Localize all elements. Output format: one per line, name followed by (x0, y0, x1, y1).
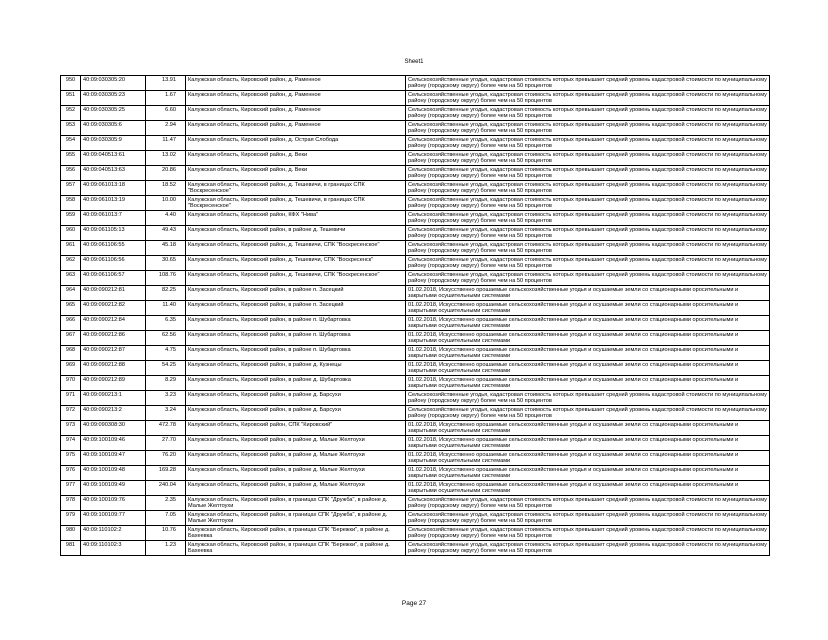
cadastral-number: 40:09:030305:9 (81, 136, 146, 150)
row-number: 981 (61, 541, 81, 555)
area-value: 62.56 (146, 331, 186, 345)
cadastral-number: 40:09:100109:48 (81, 466, 146, 480)
address: Калужская область, Кировский район, в границах СПК "Дружба", в районе д. Малые Желтоухи (186, 496, 406, 510)
address: Калужская область, Кировский район, СПК "Кировский" (186, 421, 406, 435)
table-row (61, 196, 770, 211)
row-number: 975 (61, 451, 81, 465)
address: Калужская область, Кировский район, в границах СПК "Бережки", в районе д. Бахеевка (186, 526, 406, 540)
area-value: 4.40 (146, 211, 186, 225)
table-row (61, 331, 770, 346)
address: Калужская область, Кировский район, КФХ "Нива" (186, 211, 406, 225)
cadastral-number: 40:09:061105:13 (81, 226, 146, 240)
cadastral-number: 40:09:061106:55 (81, 241, 146, 255)
area-value: 169.28 (146, 466, 186, 480)
cadastral-number: 40:09:110102:2 (81, 526, 146, 540)
cadastral-number: 40:09:090308:30 (81, 421, 146, 435)
area-value: 82.25 (146, 286, 186, 300)
land-category: 01.02.2018, Искусственно орошаемые сельскохозяйственные угодья и осушаемые земли со стационарными оросительными и закрытыми осушительными системами (406, 361, 770, 375)
cadastral-number: 40:09:040513:61 (81, 151, 146, 165)
row-number: 980 (61, 526, 81, 540)
address: Калужская область, Кировский район, в районе д. Малые Желтоухи (186, 481, 406, 495)
table-row (61, 511, 770, 526)
address: Калужская область, Кировский район, д. Раменное (186, 91, 406, 105)
table-row (61, 346, 770, 361)
table-row (61, 271, 770, 286)
row-number: 962 (61, 256, 81, 270)
address: Калужская область, Кировский район, д. Тешевичи, СПК "Воскресенское" (186, 241, 406, 255)
land-category: Сельскохозяйственные угодья, кадастровая стоимость которых превышает средний уровень кадастровой стоимости по муниципальному району (городскому округу) более чем на 50 процентов (406, 271, 770, 285)
table-row (61, 406, 770, 421)
row-number: 959 (61, 211, 81, 225)
cadastral-number: 40:09:100109:46 (81, 436, 146, 450)
address: Калужская область, Кировский район, д. Раменное (186, 106, 406, 120)
table-row (61, 496, 770, 511)
address: Калужская область, Кировский район, в районе п. Шубартовка (186, 346, 406, 360)
area-value: 8.29 (146, 376, 186, 390)
data-table (60, 75, 770, 556)
row-number: 972 (61, 406, 81, 420)
land-category: 01.02.2018, Искусственно орошаемые сельскохозяйственные угодья и осушаемые земли со стационарными оросительными и закрытыми осушительными системами (406, 301, 770, 315)
area-value: 2.94 (146, 121, 186, 135)
land-category: 01.02.2018, Искусственно орошаемые сельскохозяйственные угодья и осушаемые земли со стационарными оросительными и закрытыми осушительными системами (406, 481, 770, 495)
cadastral-number: 40:09:061106:56 (81, 256, 146, 270)
land-category: 01.02.2018, Искусственно орошаемые сельскохозяйственные угодья и осушаемые земли со стационарными оросительными и закрытыми осушительными системами (406, 436, 770, 450)
land-category: Сельскохозяйственные угодья, кадастровая стоимость которых превышает средний уровень кадастровой стоимости по муниципальному району (городскому округу) более чем на 50 процентов (406, 526, 770, 540)
address: Калужская область, Кировский район, в районе п. Шубартовка (186, 316, 406, 330)
area-value: 4.75 (146, 346, 186, 360)
address: Калужская область, Кировский район, д. Веки (186, 151, 406, 165)
cadastral-number: 40:09:090212:89 (81, 376, 146, 390)
area-value: 27.70 (146, 436, 186, 450)
cadastral-number: 40:09:100109:76 (81, 496, 146, 510)
land-category: Сельскохозяйственные угодья, кадастровая стоимость которых превышает средний уровень кадастровой стоимости по муниципальному району (городскому округу) более чем на 50 процентов (406, 196, 770, 210)
cadastral-number: 40:09:090212:88 (81, 361, 146, 375)
row-number: 973 (61, 421, 81, 435)
land-category: Сельскохозяйственные угодья, кадастровая стоимость которых превышает средний уровень кадастровой стоимости по муниципальному району (городскому округу) более чем на 50 процентов (406, 496, 770, 510)
row-number: 974 (61, 436, 81, 450)
table-row (61, 136, 770, 151)
table-row (61, 166, 770, 181)
cadastral-number: 40:09:090212:87 (81, 346, 146, 360)
land-category: Сельскохозяйственные угодья, кадастровая стоимость которых превышает средний уровень кадастровой стоимости по муниципальному району (городскому округу) более чем на 50 процентов (406, 136, 770, 150)
land-category: 01.02.2018, Искусственно орошаемые сельскохозяйственные угодья и осушаемые земли со стационарными оросительными и закрытыми осушительными системами (406, 346, 770, 360)
table-row (61, 226, 770, 241)
row-number: 960 (61, 226, 81, 240)
table-row (61, 361, 770, 376)
land-category: Сельскохозяйственные угодья, кадастровая стоимость которых превышает средний уровень кадастровой стоимости по муниципальному району (городскому округу) более чем на 50 процентов (406, 121, 770, 135)
land-category: Сельскохозяйственные угодья, кадастровая стоимость которых превышает средний уровень кадастровой стоимости по муниципальному району (городскому округу) более чем на 50 процентов (406, 256, 770, 270)
address: Калужская область, Кировский район, в районе д. Кузнецы (186, 361, 406, 375)
cadastral-number: 40:09:030305:25 (81, 106, 146, 120)
land-category: Сельскохозяйственные угодья, кадастровая стоимость которых превышает средний уровень кадастровой стоимости по муниципальному району (городскому округу) более чем на 50 процентов (406, 391, 770, 405)
land-category: Сельскохозяйственные угодья, кадастровая стоимость которых превышает средний уровень кадастровой стоимости по муниципальному району (городскому округу) более чем на 50 процентов (406, 241, 770, 255)
cadastral-number: 40:09:100109:47 (81, 451, 146, 465)
table-row (61, 181, 770, 196)
land-category: 01.02.2018, Искусственно орошаемые сельскохозяйственные угодья и осушаемые земли со стационарными оросительными и закрытыми осушительными системами (406, 451, 770, 465)
address: Калужская область, Кировский район, д. Тешевичи, СПК "Воскресенское" (186, 271, 406, 285)
cadastral-number: 40:09:061013:19 (81, 196, 146, 210)
table-row (61, 436, 770, 451)
table-row (61, 376, 770, 391)
land-category: Сельскохозяйственные угодья, кадастровая стоимость которых превышает средний уровень кадастровой стоимости по муниципальному району (городскому округу) более чем на 50 процентов (406, 226, 770, 240)
table-row (61, 256, 770, 271)
area-value: 2.35 (146, 496, 186, 510)
row-number: 956 (61, 166, 81, 180)
area-value: 11.40 (146, 301, 186, 315)
cadastral-number: 40:09:090212:84 (81, 316, 146, 330)
cadastral-number: 40:09:100109:77 (81, 511, 146, 525)
row-number: 958 (61, 196, 81, 210)
row-number: 969 (61, 361, 81, 375)
address: Калужская область, Кировский район, д. Тешевичи, в границах СПК "Воскресенское" (186, 196, 406, 210)
area-value: 13.91 (146, 76, 186, 90)
table-row (61, 541, 770, 556)
cadastral-number: 40:09:061013:7 (81, 211, 146, 225)
land-category: Сельскохозяйственные угодья, кадастровая стоимость которых превышает средний уровень кадастровой стоимости по муниципальному району (городскому округу) более чем на 50 процентов (406, 541, 770, 555)
land-category: Сельскохозяйственные угодья, кадастровая стоимость которых превышает средний уровень кадастровой стоимости по муниципальному району (городскому округу) более чем на 50 процентов (406, 151, 770, 165)
table-row (61, 286, 770, 301)
land-category: 01.02.2018, Искусственно орошаемые сельскохозяйственные угодья и осушаемые земли со стационарными оросительными и закрытыми осушительными системами (406, 286, 770, 300)
area-value: 108.76 (146, 271, 186, 285)
land-category: Сельскохозяйственные угодья, кадастровая стоимость которых превышает средний уровень кадастровой стоимости по муниципальному району (городскому округу) более чем на 50 процентов (406, 181, 770, 195)
cadastral-number: 40:09:090213:1 (81, 391, 146, 405)
cadastral-number: 40:09:030305:6 (81, 121, 146, 135)
cadastral-number: 40:09:090213:2 (81, 406, 146, 420)
area-value: 10.76 (146, 526, 186, 540)
land-category: 01.02.2018, Искусственно орошаемые сельскохозяйственные угодья и осушаемые земли со стационарными оросительными и закрытыми осушительными системами (406, 316, 770, 330)
land-category: 01.02.2018, Искусственно орошаемые сельскохозяйственные угодья и осушаемые земли со стационарными оросительными и закрытыми осушительными системами (406, 466, 770, 480)
area-value: 45.18 (146, 241, 186, 255)
address: Калужская область, Кировский район, в районе д. Тешевичи (186, 226, 406, 240)
area-value: 10.00 (146, 196, 186, 210)
cadastral-number: 40:09:061106:57 (81, 271, 146, 285)
land-category: Сельскохозяйственные угодья, кадастровая стоимость которых превышает средний уровень кадастровой стоимости по муниципальному району (городскому округу) более чем на 50 процентов (406, 406, 770, 420)
address: Калужская область, Кировский район, в районе д. Барсухи (186, 406, 406, 420)
row-number: 950 (61, 76, 81, 90)
row-number: 964 (61, 286, 81, 300)
area-value: 6.35 (146, 316, 186, 330)
address: Калужская область, Кировский район, в границах СПК "Бережки", в районе д. Бахеевка (186, 541, 406, 555)
area-value: 30.65 (146, 256, 186, 270)
address: Калужская область, Кировский район, в районе п. Засецкий (186, 286, 406, 300)
land-category: 01.02.2018, Искусственно орошаемые сельскохозяйственные угодья и осушаемые земли со стационарными оросительными и закрытыми осушительными системами (406, 421, 770, 435)
table-row (61, 211, 770, 226)
table-row (61, 106, 770, 121)
cadastral-number: 40:09:090212:82 (81, 301, 146, 315)
row-number: 977 (61, 481, 81, 495)
table-row (61, 91, 770, 106)
address: Калужская область, Кировский район, в границах СПК "Дружба", в районе д. Малые Желтоухи (186, 511, 406, 525)
table-row (61, 421, 770, 436)
area-value: 240.04 (146, 481, 186, 495)
row-number: 978 (61, 496, 81, 510)
address: Калужская область, Кировский район, д. Раменное (186, 121, 406, 135)
land-category: Сельскохозяйственные угодья, кадастровая стоимость которых превышает средний уровень кадастровой стоимости по муниципальному району (городскому округу) более чем на 50 процентов (406, 511, 770, 525)
area-value: 6.60 (146, 106, 186, 120)
table-row (61, 526, 770, 541)
row-number: 979 (61, 511, 81, 525)
table-row (61, 301, 770, 316)
row-number: 955 (61, 151, 81, 165)
cadastral-number: 40:09:090212:86 (81, 331, 146, 345)
area-value: 20.86 (146, 166, 186, 180)
area-value: 1.23 (146, 541, 186, 555)
row-number: 966 (61, 316, 81, 330)
address: Калужская область, Кировский район, д. Тешевичи, в границах СПК "Воскресенское" (186, 181, 406, 195)
land-category: 01.02.2018, Искусственно орошаемые сельскохозяйственные угодья и осушаемые земли со стационарными оросительными и закрытыми осушительными системами (406, 376, 770, 390)
land-category: Сельскохозяйственные угодья, кадастровая стоимость которых превышает средний уровень кадастровой стоимости по муниципальному району (городскому округу) более чем на 50 процентов (406, 106, 770, 120)
row-number: 957 (61, 181, 81, 195)
row-number: 967 (61, 331, 81, 345)
address: Калужская область, Кировский район, в районе п. Засецкий (186, 301, 406, 315)
address: Калужская область, Кировский район, д. Тешевичи, СПК "Воскресенск" (186, 256, 406, 270)
table-row (61, 151, 770, 166)
land-category: Сельскохозяйственные угодья, кадастровая стоимость которых превышает средний уровень кадастровой стоимости по муниципальному району (городскому округу) более чем на 50 процентов (406, 91, 770, 105)
area-value: 49.43 (146, 226, 186, 240)
cadastral-number: 40:09:100109:49 (81, 481, 146, 495)
address: Калужская область, Кировский район, д. Раменное (186, 76, 406, 90)
area-value: 472.78 (146, 421, 186, 435)
cadastral-number: 40:09:090212:81 (81, 286, 146, 300)
row-number: 953 (61, 121, 81, 135)
row-number: 963 (61, 271, 81, 285)
table-row (61, 451, 770, 466)
area-value: 76.20 (146, 451, 186, 465)
row-number: 976 (61, 466, 81, 480)
page-footer: Page 27 (401, 600, 427, 607)
table-row (61, 466, 770, 481)
land-category: 01.02.2018, Искусственно орошаемые сельскохозяйственные угодья и осушаемые земли со стационарными оросительными и закрытыми осушительными системами (406, 331, 770, 345)
cadastral-number: 40:09:040513:63 (81, 166, 146, 180)
table-row (61, 76, 770, 91)
land-category: Сельскохозяйственные угодья, кадастровая стоимость которых превышает средний уровень кадастровой стоимости по муниципальному району (городскому округу) более чем на 50 процентов (406, 76, 770, 90)
table-row (61, 241, 770, 256)
address: Калужская область, Кировский район, д. Острая Слобода (186, 136, 406, 150)
cadastral-number: 40:09:110102:3 (81, 541, 146, 555)
cadastral-number: 40:09:030305:20 (81, 76, 146, 90)
row-number: 961 (61, 241, 81, 255)
address: Калужская область, Кировский район, в районе д. Малые Желтоухи (186, 436, 406, 450)
address: Калужская область, Кировский район, д. Веки (186, 166, 406, 180)
table-row (61, 316, 770, 331)
area-value: 3.24 (146, 406, 186, 420)
land-category: Сельскохозяйственные угодья, кадастровая стоимость которых превышает средний уровень кадастровой стоимости по муниципальному району (городскому округу) более чем на 50 процентов (406, 211, 770, 225)
address: Калужская область, Кировский район, в районе п. Шубартовка (186, 331, 406, 345)
row-number: 971 (61, 391, 81, 405)
row-number: 954 (61, 136, 81, 150)
table-row (61, 481, 770, 496)
address: Калужская область, Кировский район, в районе д. Малые Желтоухи (186, 451, 406, 465)
table-row (61, 121, 770, 136)
area-value: 3.23 (146, 391, 186, 405)
row-number: 952 (61, 106, 81, 120)
cadastral-number: 40:09:030305:23 (81, 91, 146, 105)
area-value: 54.25 (146, 361, 186, 375)
table-row (61, 391, 770, 406)
area-value: 7.05 (146, 511, 186, 525)
row-number: 968 (61, 346, 81, 360)
land-category: Сельскохозяйственные угодья, кадастровая стоимость которых превышает средний уровень кадастровой стоимости по муниципальному району (городскому округу) более чем на 50 процентов (406, 166, 770, 180)
row-number: 965 (61, 301, 81, 315)
area-value: 13.02 (146, 151, 186, 165)
address: Калужская область, Кировский район, в районе д. Шубартовка (186, 376, 406, 390)
area-value: 18.52 (146, 181, 186, 195)
address: Калужская область, Кировский район, в районе д. Барсухи (186, 391, 406, 405)
page-header: Sheet1 (404, 59, 424, 65)
cadastral-number: 40:09:061013:18 (81, 181, 146, 195)
area-value: 1.67 (146, 91, 186, 105)
row-number: 951 (61, 91, 81, 105)
area-value: 11.47 (146, 136, 186, 150)
row-number: 970 (61, 376, 81, 390)
address: Калужская область, Кировский район, в районе д. Малые Желтоухи (186, 466, 406, 480)
